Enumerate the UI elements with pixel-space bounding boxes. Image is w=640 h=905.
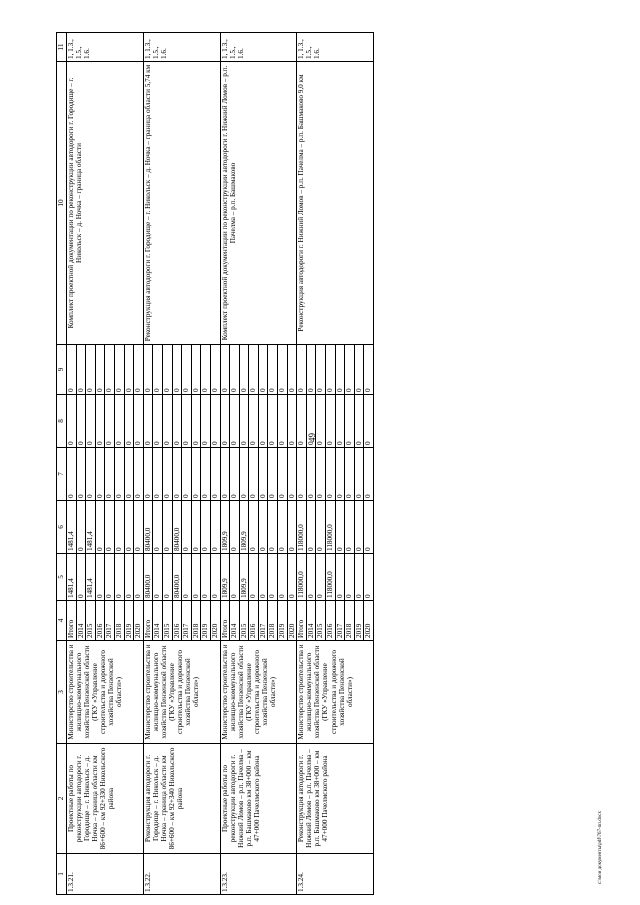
funding-c9	[220, 345, 297, 395]
funding-c6-value: 0	[105, 501, 115, 553]
funding-c5	[67, 554, 144, 601]
funding-c5-value: 80400,0	[144, 554, 154, 600]
funding-c9-value: 0	[355, 345, 365, 394]
table-row	[297, 33, 374, 895]
funding-c8-value: 0	[326, 395, 336, 447]
funding-c7-value: 0	[125, 448, 135, 500]
funding-c6-value: 80400,0	[144, 501, 154, 553]
funding-c7	[220, 448, 297, 501]
year-list-value: 2017	[105, 601, 115, 640]
funding-c7-value: 0	[163, 448, 173, 500]
funding-c7-value: 0	[307, 448, 317, 500]
funding-c7-value: 0	[67, 448, 77, 500]
funding-c7-value: 0	[144, 448, 154, 500]
indicator-links: 1, 1.3., 1.5., 1.6.	[143, 33, 220, 62]
funding-c6-value: 0	[134, 547, 143, 551]
expected-result: Реконструкция автодороги г. Городище – г. Никольск – д. Ночка – граница области 5,74 км	[143, 62, 220, 345]
row-number: 1.3.22.	[143, 854, 220, 895]
funding-c7-value: 0	[96, 448, 106, 500]
activity-title: Проектные работы по реконструкции автодороги г. Городище – г. Никольск – д. Ночка – граница области км 86+600 – км 92+330 Никольского района	[67, 744, 144, 854]
column-header: 11	[57, 33, 67, 62]
year-list-value: 2014	[77, 601, 87, 640]
column-header: 1	[57, 854, 67, 895]
rotated-table-container	[56, 33, 615, 895]
funding-c9	[297, 345, 374, 395]
funding-c9-value: 0	[144, 345, 154, 394]
funding-c7-value: 0	[364, 494, 373, 498]
funding-c6-value: 118000,0	[326, 501, 336, 553]
funding-c8-value: 0	[134, 441, 143, 445]
funding-c8-value: 0	[153, 395, 163, 447]
column-header: 6	[57, 501, 67, 554]
funding-c5-value: 0	[153, 554, 163, 600]
funding-c6-value: 0	[336, 501, 346, 553]
funding-c5-value: 0	[287, 594, 296, 598]
funding-c7-value: 0	[115, 448, 125, 500]
funding-c7	[297, 448, 374, 501]
funding-c7-value: 0	[355, 448, 365, 500]
column-header: 9	[57, 345, 67, 395]
funding-c7-value: 0	[86, 448, 96, 500]
funding-c6-value: 0	[115, 501, 125, 553]
funding-c9-value: 0	[316, 345, 326, 394]
funding-c9-value: 0	[86, 345, 96, 394]
year-list-value: 2017	[336, 601, 346, 640]
row-number: 1.3.23.	[220, 854, 297, 895]
funding-c9-value: 0	[364, 388, 373, 392]
year-list-value: Итого	[297, 601, 307, 640]
funding-c9-value: 0	[307, 345, 317, 394]
funding-c6-value: 0	[287, 547, 296, 551]
funding-c8-value: 0	[144, 395, 154, 447]
indicator-links: 1, 1.3., 1.5., 1.6.	[67, 33, 144, 62]
year-list-value: 2017	[259, 601, 269, 640]
funding-c7-value: 0	[210, 494, 219, 498]
funding-c9-value: 0	[163, 345, 173, 394]
funding-c9-value: 0	[201, 345, 211, 394]
funding-c5-value: 0	[201, 554, 211, 600]
year-list-value: 2020	[287, 623, 296, 638]
funding-c7-value: 0	[268, 448, 278, 500]
column-header: 5	[57, 554, 67, 601]
year-list-value: 2019	[125, 601, 135, 640]
row-number: 1.3.21.	[67, 854, 144, 895]
funding-c8-value: 0	[230, 395, 240, 447]
funding-c5-value: 0	[278, 554, 288, 600]
funding-c8-value: 0	[336, 395, 346, 447]
funding-c9-value: 0	[278, 345, 288, 394]
funding-c5-value: 0	[316, 554, 326, 600]
funding-c9-value: 0	[182, 345, 192, 394]
funding-c8-value: 0	[355, 395, 365, 447]
funding-c9	[143, 345, 220, 395]
year-list-value: 2018	[345, 601, 355, 640]
funding-c7-value: 0	[230, 448, 240, 500]
funding-c8-value: 0	[67, 395, 77, 447]
activity-title: Проектные работы по реконструкции автодороги г. Нижний Ломов – р.п. Пачелма – р.п. Башмаково км 38+000 – км 47+000 Пачелмского района	[220, 744, 297, 854]
funding-c8-value: 0	[210, 441, 219, 445]
funding-c9-value: 0	[210, 388, 219, 392]
funding-c5-value: 1809,9	[240, 554, 250, 600]
funding-c9-value: 0	[221, 345, 231, 394]
funding-c5-value: 0	[182, 554, 192, 600]
funding-c9-value: 0	[259, 345, 269, 394]
funding-c7	[143, 448, 220, 501]
footer-path: c:\мои документы\pdf\767-пп.docx	[598, 811, 603, 884]
funding-c7-value: 0	[259, 448, 269, 500]
funding-c5-value: 0	[307, 554, 317, 600]
funding-c5-value: 0	[355, 554, 365, 600]
indicator-links: 1, 1.3., 1.5., 1.6.	[297, 33, 374, 62]
funding-c8-value: 0	[182, 395, 192, 447]
funding-c5-value: 0	[259, 554, 269, 600]
funding-c8-value: 0	[268, 395, 278, 447]
funding-c7-value: 0	[221, 448, 231, 500]
funding-c5	[143, 554, 220, 601]
expected-result: Комплект проектной документации по реконструкции автодороги г. Городище – г. Никольск – д. Ночка – граница области	[67, 62, 144, 345]
year-list-value: 2016	[173, 601, 183, 640]
year-list-value: 2016	[249, 601, 259, 640]
year-list-value: 2016	[96, 601, 106, 640]
funding-c7-value: 0	[278, 448, 288, 500]
year-list	[297, 601, 374, 641]
funding-c5-value: 0	[125, 554, 135, 600]
funding-c6-value: 0	[163, 501, 173, 553]
year-list-value: 2014	[230, 601, 240, 640]
funding-c7-value: 0	[134, 494, 143, 498]
funding-c6-value: 0	[96, 501, 106, 553]
year-list-value: Итого	[144, 601, 154, 640]
funding-c9-value: 0	[153, 345, 163, 394]
funding-c9-value: 0	[115, 345, 125, 394]
funding-c9-value: 0	[67, 345, 77, 394]
funding-c8-value: 0	[307, 395, 317, 447]
column-header: 7	[57, 448, 67, 501]
funding-c8	[67, 395, 144, 448]
year-list-value: 2017	[182, 601, 192, 640]
year-list-value: 2018	[192, 601, 202, 640]
funding-c9-value: 0	[326, 345, 336, 394]
funding-c6	[297, 501, 374, 554]
funding-c9-value: 0	[125, 345, 135, 394]
year-list-value: 2015	[86, 601, 96, 640]
table-row	[67, 33, 144, 895]
funding-c6-value: 0	[316, 501, 326, 553]
funding-c5-value: 0	[192, 554, 202, 600]
funding-c5-value: 0	[268, 554, 278, 600]
funding-c8-value: 0	[77, 395, 87, 447]
funding-c5	[297, 554, 374, 601]
funding-c8-value: 0	[192, 395, 202, 447]
funding-c7-value: 0	[345, 448, 355, 500]
funding-c9-value: 0	[105, 345, 115, 394]
year-list-value: Итого	[67, 601, 77, 640]
funding-c6-value: 0	[249, 501, 259, 553]
funding-c7-value: 0	[201, 448, 211, 500]
funding-c6-value: 0	[355, 501, 365, 553]
funding-c6-value: 0	[307, 501, 317, 553]
program-table	[56, 32, 374, 895]
funding-c5-value: 80400,0	[173, 554, 183, 600]
funding-c9-value: 0	[336, 345, 346, 394]
funding-c8-value: 0	[221, 395, 231, 447]
funding-c5-value: 118000,0	[297, 554, 307, 600]
funding-c5-value: 0	[230, 554, 240, 600]
funding-c9	[67, 345, 144, 395]
funding-c9-value: 0	[173, 345, 183, 394]
funding-c6-value: 1809,9	[221, 501, 231, 553]
funding-c8-value: 0	[364, 441, 373, 445]
funding-c5-value: 1809,9	[221, 554, 231, 600]
funding-c7-value: 0	[105, 448, 115, 500]
funding-c6-value: 1481,4	[67, 501, 77, 553]
column-header: 2	[57, 744, 67, 854]
funding-c7-value: 0	[316, 448, 326, 500]
funding-c9-value: 0	[192, 345, 202, 394]
funding-c8-value: 0	[173, 395, 183, 447]
funding-c9-value: 0	[249, 345, 259, 394]
funding-c9-value: 0	[287, 388, 296, 392]
funding-c7-value: 0	[336, 448, 346, 500]
funding-c8-value: 0	[105, 395, 115, 447]
funding-c5-value: 0	[134, 594, 143, 598]
year-list-value: 2019	[355, 601, 365, 640]
funding-c5-value: 0	[77, 554, 87, 600]
funding-c8-value: 0	[125, 395, 135, 447]
funding-c5-value: 0	[163, 554, 173, 600]
funding-c6-value: 0	[192, 501, 202, 553]
funding-c7-value: 0	[326, 448, 336, 500]
table-row	[143, 33, 220, 895]
funding-c8-value: 0	[259, 395, 269, 447]
funding-c8	[143, 395, 220, 448]
funding-c5-value: 0	[249, 554, 259, 600]
funding-c5-value: 1481,4	[86, 554, 96, 600]
year-list-value: 2014	[307, 601, 317, 640]
funding-c7-value: 0	[240, 448, 250, 500]
funding-c9-value: 0	[345, 345, 355, 394]
funding-c8-value: 0	[345, 395, 355, 447]
activity-title: Реконструкция автодороги г. Нижний Ломов – р.п. Пачелма – р.п. Башмаково км 38+000 – км 47+000 Пачелмского района	[297, 744, 374, 854]
funding-c9-value: 0	[77, 345, 87, 394]
executor: Министерство строительства и жилищно-коммунального хозяйства Пензенской области (ГКУ «Управление строительства и дорожного хозяйства Пензенской области»)	[297, 641, 374, 744]
funding-c5-value: 0	[210, 594, 219, 598]
funding-c8-value: 0	[86, 395, 96, 447]
funding-c6-value: 1481,4	[86, 501, 96, 553]
funding-c6-value: 0	[278, 501, 288, 553]
funding-c6-value: 0	[268, 501, 278, 553]
funding-c6-value: 0	[125, 501, 135, 553]
column-header: 3	[57, 641, 67, 744]
funding-c5-value: 0	[96, 554, 106, 600]
funding-c6-value: 0	[345, 501, 355, 553]
column-header: 4	[57, 601, 67, 641]
funding-c8-value: 0	[96, 395, 106, 447]
funding-c7-value: 0	[153, 448, 163, 500]
funding-c7-value: 0	[173, 448, 183, 500]
funding-c5-value: 0	[115, 554, 125, 600]
funding-c8-value: 0	[201, 395, 211, 447]
funding-c8	[297, 395, 374, 448]
year-list-value: Итого	[221, 601, 231, 640]
funding-c6-value: 0	[364, 547, 373, 551]
funding-c8-value: 0	[240, 395, 250, 447]
executor: Министерство строительства и жилищно-коммунального хозяйства Пензенской области (ГКУ «Управление строительства и дорожного хозяйства Пензенской области»)	[143, 641, 220, 744]
funding-c6-value: 0	[153, 501, 163, 553]
funding-c6-value: 0	[259, 501, 269, 553]
funding-c9-value: 0	[230, 345, 240, 394]
funding-c7-value: 0	[249, 448, 259, 500]
funding-c7	[67, 448, 144, 501]
funding-c6-value: 0	[210, 547, 219, 551]
year-list	[67, 601, 144, 641]
funding-c6	[220, 501, 297, 554]
year-list-value: 2014	[153, 601, 163, 640]
funding-c8-value: 0	[287, 441, 296, 445]
funding-c7-value: 0	[182, 448, 192, 500]
funding-c5-value: 118000,0	[326, 554, 336, 600]
table-row	[220, 33, 297, 895]
year-list-value: 2019	[201, 601, 211, 640]
funding-c9-value: 0	[268, 345, 278, 394]
funding-c6-value: 0	[201, 501, 211, 553]
funding-c5-value: 1481,4	[67, 554, 77, 600]
funding-c6	[67, 501, 144, 554]
executor: Министерство строительства и жилищно-коммунального хозяйства Пензенской области (ГКУ «Управление строительства и дорожного хозяйства Пензенской области»)	[220, 641, 297, 744]
funding-c8-value: 0	[316, 395, 326, 447]
funding-c6-value: 118000,0	[297, 501, 307, 553]
row-number: 1.3.24.	[297, 854, 374, 895]
executor: Министерство строительства и жилищно-коммунального хозяйства Пензенской области (ГКУ «Управление строительства и дорожного хозяйства Пензенской области»)	[67, 641, 144, 744]
funding-c5-value: 0	[345, 554, 355, 600]
funding-c5-value: 0	[364, 594, 373, 598]
funding-c9-value: 0	[240, 345, 250, 394]
funding-c9-value: 0	[297, 345, 307, 394]
funding-c6	[143, 501, 220, 554]
header-row	[57, 33, 67, 895]
funding-c6-value: 0	[182, 501, 192, 553]
indicator-links: 1, 1.3., 1.5., 1.6.	[220, 33, 297, 62]
year-list	[143, 601, 220, 641]
funding-c5-value: 0	[336, 554, 346, 600]
year-list-value: 2015	[316, 601, 326, 640]
year-list-value: 2020	[210, 623, 219, 638]
funding-c6-value: 0	[230, 501, 240, 553]
funding-c9-value: 0	[96, 345, 106, 394]
funding-c9-value: 0	[134, 388, 143, 392]
year-list-value: 2018	[268, 601, 278, 640]
funding-c6-value: 0	[77, 501, 87, 553]
page-number: 49	[307, 433, 317, 442]
funding-c6-value: 1809,9	[240, 501, 250, 553]
year-list	[220, 601, 297, 641]
expected-result: Реконструкция автодороги г. Нижний Ломов – р.п. Пачелма – р.п. Башмаково 9,0 км	[297, 62, 374, 345]
year-list-value: 2015	[163, 601, 173, 640]
table-body	[67, 33, 374, 895]
year-list-value: 2016	[326, 601, 336, 640]
funding-c7-value: 0	[192, 448, 202, 500]
funding-c8-value: 0	[297, 395, 307, 447]
year-list-value: 2015	[240, 601, 250, 640]
funding-c8-value: 0	[278, 395, 288, 447]
funding-c6-value: 80400,0	[173, 501, 183, 553]
activity-title: Реконструкция автодороги г. Городище – г. Никольск – д. Ночка – граница области км 86+600 – км 92+340 Никольского района	[143, 744, 220, 854]
year-list-value: 2018	[115, 601, 125, 640]
funding-c8-value: 0	[249, 395, 259, 447]
expected-result: Комплект проектной документации по реконструкции автодороги г. Нижний Ломов – р.п. Пачелма – р.п. Башмаково	[220, 62, 297, 345]
column-header: 10	[57, 62, 67, 345]
year-list-value: 2020	[134, 623, 143, 638]
column-header: 8	[57, 395, 67, 448]
funding-c7-value: 0	[77, 448, 87, 500]
funding-c8-value: 0	[115, 395, 125, 447]
year-list-value: 2019	[278, 601, 288, 640]
funding-c7-value: 0	[287, 494, 296, 498]
funding-c5	[220, 554, 297, 601]
year-list-value: 2020	[364, 623, 373, 638]
funding-c7-value: 0	[297, 448, 307, 500]
funding-c8-value: 0	[163, 395, 173, 447]
funding-c8	[220, 395, 297, 448]
funding-c5-value: 0	[105, 554, 115, 600]
